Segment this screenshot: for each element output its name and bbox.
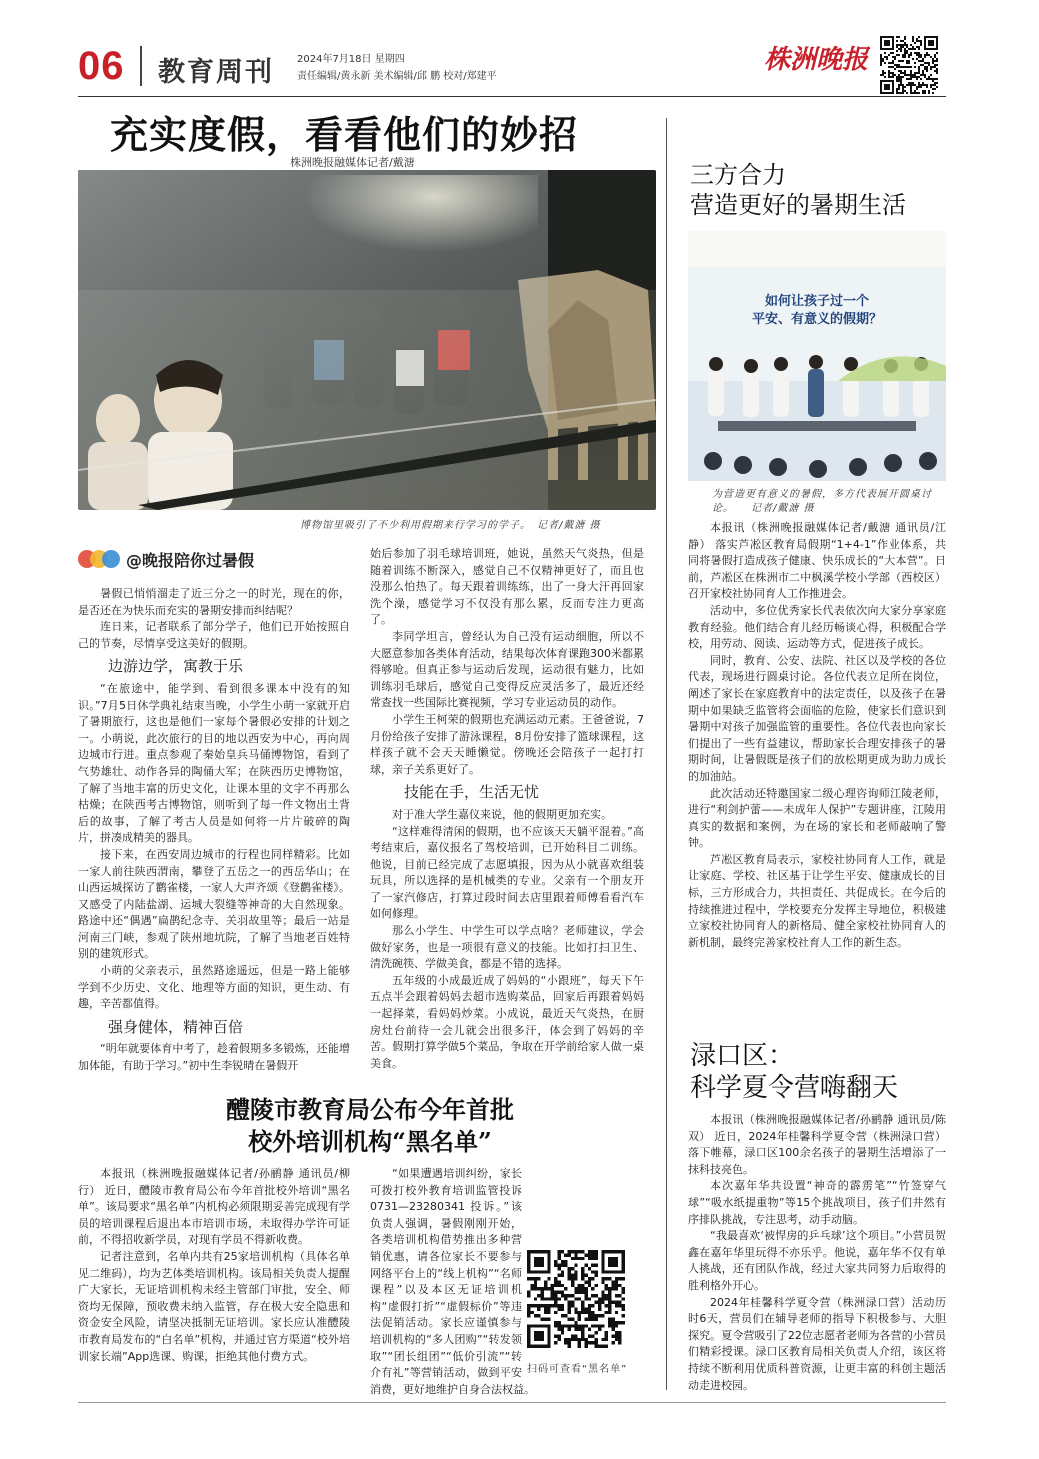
main-headline: 充实度假，看看他们的妙招 — [110, 112, 579, 157]
forum-photo-caption: 为营造更有意义的暑假，多方代表展开圆桌讨论。 记者/戴溏 摄 — [712, 489, 932, 514]
headline-line: 科学夏令营嗨翻天 — [690, 1073, 899, 1103]
paragraph: 同时，教育、公安、法院、社区以及学校的各位代表，现场进行圆桌讨论。各位代表立足所在岗位，阐述了家长在家庭教育中的法定责任，以及孩子在暑期中如果缺乏监管将会面临的危险，使家长们意识到暑期中对孩子加强监管的重要性。各位代表也向家长们提出了一些有益建议，帮助家长合理安排孩子的暑期时间，让暑假既是孩子们的放松期更成为助力成长的加油站。 — [688, 653, 946, 783]
main-column-2 — [370, 546, 644, 1072]
forum-photo — [688, 231, 946, 481]
banner-line: 平安、有意义的假期？ — [751, 312, 882, 327]
qr-code-icon — [880, 36, 938, 94]
forum-photo-scene — [688, 231, 946, 481]
paragraph: 小学生王柯荣的假期也充满运动元素。王爸爸说，7月份给孩子安排了游泳课程，8月份安排了篮球课程，这样孩子就不会天天睡懒觉。傍晚还会陪孩子一起打打球，亲子关系更好了。 — [370, 712, 644, 776]
paragraph: 本次嘉年华共设置“神奇的霹雳笔”“竹签穿气球”“吸水纸提重物”等15个挑战项目，孩子们井然有序排队挑战，专注思考，动手动脑。 — [688, 1179, 946, 1226]
column-tag — [78, 546, 254, 572]
column-tag-label: @晚报陪你过暑假 — [126, 550, 255, 570]
subheading: 强身健体，精神百倍 — [108, 1017, 244, 1036]
paragraph: 本报讯（株洲晚报融媒体记者/戴溏 通讯员/江静） 落实芦凇区教育局假期“1+4-1”作业体系，共同将暑假打造成孩子健康、快乐成长的“大本营”。日前，芦凇区在株洲市二中枫溪学校小学部（西校区）召开家校社协同育人工作推进会。 — [688, 521, 946, 601]
blue-dot-icon — [102, 550, 120, 568]
qr-caption: 扫码可查看“黑名单” — [527, 1364, 628, 1375]
paragraph: 连日来，记者联系了部分学子，他们已开始按照自己的节奏，尽情享受这美好的假期。 — [78, 620, 350, 650]
main-photo-caption: 博物馆里吸引了不少利用假期来行学习的学子。 记者/戴溏 摄 — [300, 520, 601, 531]
column-divider — [666, 118, 667, 1390]
paragraph: “我最喜欢‘被悍房的乒乓球’这个项目。”小营员贺鑫在嘉年华里玩得不亦乐乎。他说，嘉年华不仅有单人挑战，还有团队作战，经过大家共同努力后取得的胜利格外开心。 — [688, 1229, 946, 1292]
paragraph: “明年就要体育中考了，趁着假期多多锻炼，还能增加体能，有助于学习。”初中生李锐晴在暑假开 — [78, 1042, 350, 1073]
bottom-left-column-1 — [78, 1166, 350, 1365]
paragraph: 对于准大学生嘉仪来说，他的假期更加充实。 — [392, 807, 612, 821]
right-top-headline — [690, 160, 950, 220]
headline-line: 营造更好的暑期生活 — [690, 191, 906, 219]
paragraph: 暑假已悄悄溜走了近三分之一的时光，现在的你，是否还在为快乐而充实的暑期安排而纠结呢？ — [78, 587, 350, 617]
banner-line: 如何让孩子过一个 — [764, 294, 869, 309]
section-title: 教育周刊 — [158, 57, 274, 88]
banner-text — [688, 293, 946, 329]
paragraph: “如果遭遇培训纠纷，家长可拨打校外教育培训监管投诉 0731—23280341 投诉。”该负责人强调，暑假刚刚开始，各类培训机构借势推出多种营销优惠，请各位家长不要参与网络平台上的“线上机构”“名师课程”以及本区无证培训机构“虚假打折”“虚假标价”等违法促销活动。家长应谨慎参与培训机构的“多人团购”“转发领取”“团长组团”“低价引流”“转介有礼”等营销活动，做到平安消费，更好地维护自身合法权益。 — [370, 1167, 535, 1396]
headline-line: 渌口区： — [690, 1041, 795, 1071]
paragraph: “这样难得清闲的假期，也不应该天天躺平混着。”高考结束后，嘉仪报名了驾校培训，已开始科目二训练。他说，目前已经完成了志愿填报，因为从小就喜欢组装玩具，所以选择的是机械类的专业。父亲有一个朋友开了一家汽修店，打算过段时间去店里跟着师傅看看汽车如何修理。 — [370, 824, 644, 921]
paragraph: “在旅途中，能学到、看到很多课本中没有的知识。”7月5日休学典礼结束当晚，小学生小萌一家就开启了暑期旅行，这也是他们一家每个暑假必安排的计划之一。小萌说，此次旅行的目的地以西安为中心，再向周边城市行进。重点参观了秦始皇兵马俑博物馆，看到了气势雄壮、动作各异的陶俑大军；在陕西历史博物馆，了解了当地丰富的历史文化，让课本里的文字不再那么枯燥；在陕西考古博物馆，则听到了每一件文物出土背后的故事，了解了考古人员是如何将一片片破碎的陶片，拼凑成精美的器具。 — [78, 681, 350, 845]
headline-line: 醴陵市教育局公布今年首批 — [226, 1095, 514, 1124]
footer-rule — [78, 1402, 946, 1403]
museum-photo — [78, 170, 656, 510]
headline-line: 三方合力 — [690, 161, 786, 189]
main-column-1 — [78, 586, 350, 1075]
bottom-left-headline — [100, 1094, 640, 1158]
subheading: 边游边学，寓教于乐 — [108, 657, 244, 676]
right-top-body — [688, 520, 946, 951]
right-bottom-body — [688, 1112, 946, 1394]
paragraph: 李同学坦言，曾经认为自己没有运动细胞，所以不大愿意参加各类体育活动，结果每次体育课跑300米都累得够呛。但真正参与运动后发现，运动很有魅力，比如训练羽毛球后，感觉自己变得反应灵活多了，最近还经常查找一些国际比赛视频，学习专业运动员的动作。 — [370, 629, 644, 710]
header-rule — [78, 96, 946, 97]
paragraph: 那么小学生、中学生可以学点啥？老师建议，学会做好家务，也是一项很有意义的技能。比如打扫卫生、清洗碗筷、学做美食，都是不错的选择。 — [370, 924, 644, 971]
main-byline: 株洲晚报融媒体记者/戴溏 — [290, 156, 415, 169]
paragraph: 接下来，在西安周边城市的行程也同样精彩。比如一家人前往陕西渭南，攀登了五岳之一的西岳华山；在山西运城探访了鹳雀楼，一家人大声齐颂《登鹳雀楼》。又感受了内陆盐湖、运城大裂缝等神奇的大自然现象。路途中还“偶遇”扁鹊纪念寺、关羽故里等；最后一站是河南三门峡，参观了陕州地坑院，了解了当地老百姓特别的建筑形式。 — [78, 847, 350, 961]
page-number: 06 — [78, 44, 125, 88]
paragraph: 始后参加了羽毛球培训班，她说，虽然天气炎热，但是随着训练不断深入，感觉自己不仅精神更好了，而且也没那么怕热了。每天跟着训练练，出了一身大汗再回家洗个澡，感觉学习不仅没有那么累，反而专注力更高了。 — [370, 547, 644, 627]
paragraph: 本报讯（株洲晚报融媒体记者/孙鹂静 通讯员/陈双） 近日，2024年桂馨科学夏令营（株洲渌口营）落下帷幕，渌口区100余名孩子的暑期生活增添了一抹科技亮色。 — [688, 1113, 946, 1176]
paragraph: 五年级的小成最近成了妈妈的“小跟班”，每天下午五点半会跟着妈妈去超市选购菜品，回家后再跟着妈妈一起择菜，看妈妈炒菜。小成说，最近天气炎热，在厨房灶台前待一会儿就会出很多汗，体会到了妈妈的辛苦。假期打算学做5个菜品，争取在开学前给家人做一桌美食。 — [370, 973, 644, 1070]
right-bottom-headline — [690, 1040, 950, 1104]
paragraph: 记者注意到，名单内共有25家培训机构（具体名单见二维码），均为艺体类培训机构。该局相关负责人提醒广大家长，无证培训机构未经主管部门审批，安全、师资均无保障，预收费未纳入监管，存在极大安全隐患和资金安全风险，请坚决抵制无证培训。家长应认准醴陵市教育局发布的“白名单”机构，并通过官方渠道“校外培训家长端”App选课、购课，拒绝其他付费方式。 — [78, 1249, 350, 1363]
subheading: 技能在手，生活无忧 — [404, 783, 540, 802]
editors-line: 责任编辑/黄永新 美术编辑/邱 鹏 校对/郑建平 — [297, 71, 497, 82]
paragraph: 此次活动还特邀国家二级心理咨询师江陵老师，进行“利剑护蕾——未成年人保护”专题讲座，江陵用真实的数据和案例，为在场的家长和老师敲响了警钟。 — [688, 786, 946, 850]
paragraph: 小萌的父亲表示，虽然路途遥远，但是一路上能够学到不少历史、文化、地理等方面的知识，更生动、有趣，辛苦都值得。 — [78, 964, 350, 1011]
brand-logo: 株洲晚报 — [763, 45, 868, 75]
date-line: 2024年7月18日 星期四 — [297, 54, 405, 65]
header-divider — [140, 46, 142, 86]
paragraph: 本报讯（株洲晚报融媒体记者/孙鹂静 通讯员/柳行） 近日，醴陵市教育局公布今年首批校外培训“黑名单”。该局要求“黑名单”内机构必须限期妥善完成现有学员的培训课程后退出本市培训市场，未取得办学许可证前，不得招收新学员，对现有学员不得新收费。 — [78, 1167, 350, 1247]
paragraph: 2024年桂馨科学夏令营（株洲渌口营）活动历时6天，营员们在辅导老师的指导下积极参与、大胆探究。夏令营吸引了22位志愿者老师为各营的小营员们精彩授课。渌口区教育局相关负责人介绍，该区将持续不断利用优质科普资源，让更丰富的科创主题活动走进校园。 — [688, 1295, 946, 1392]
headline-line: 校外培训机构“黑名单” — [248, 1127, 492, 1156]
paragraph: 活动中，多位优秀家长代表依次向大家分享家庭教育经验。他们结合育儿经历畅谈心得，积极配合学校，用劳动、阅读、运动等方式，促进孩子成长。 — [688, 603, 946, 651]
blacklist-qr-code-icon[interactable] — [527, 1250, 625, 1348]
paragraph: 芦凇区教育局表示，家校社协同育人工作，就是让家庭、学校、社区基于让学生平安、健康成长的目标，三方形成合力，共担责任、共促成长。在今后的持续推进过程中，学校要充分发挥主导地位，积极建立家校社协同育人的新格局、健全家校社协同育人的新机制，最终完善家校社育人工作的新生态。 — [688, 852, 946, 949]
